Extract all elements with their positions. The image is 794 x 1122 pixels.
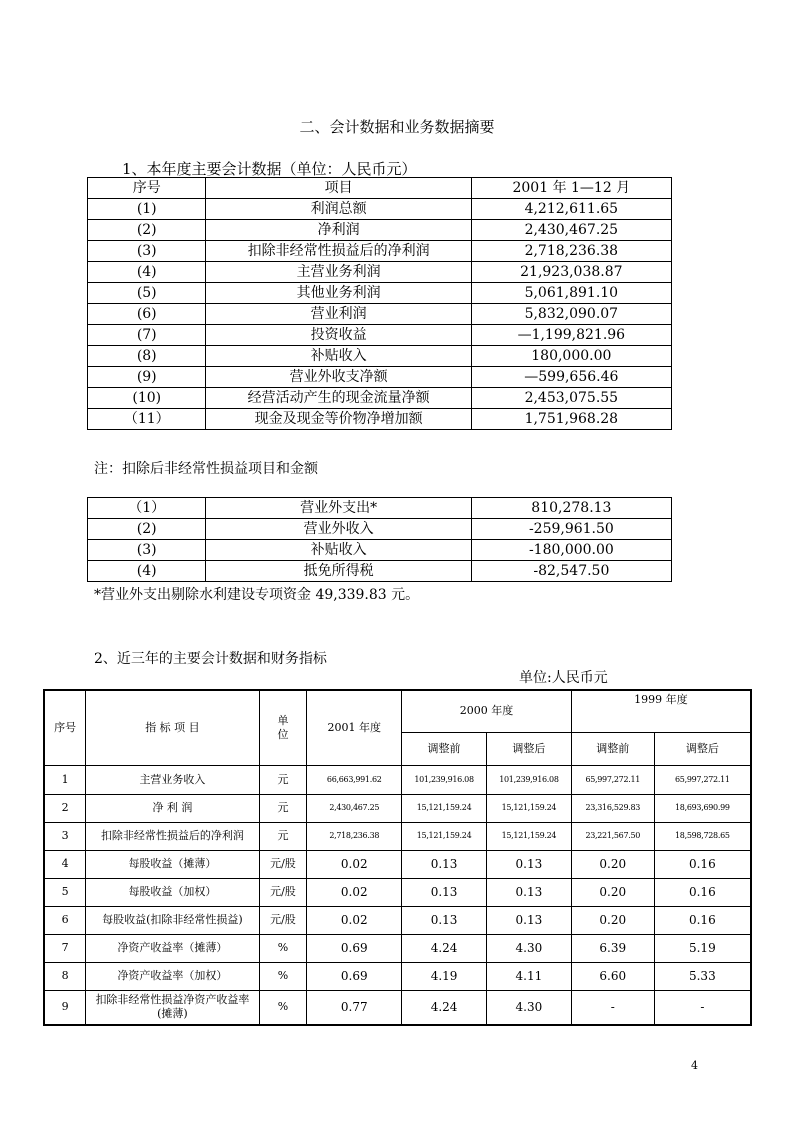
table-row <box>44 990 751 1025</box>
row-item: 现金及现金等价物净增加额 <box>206 409 471 430</box>
row-item: 投资收益 <box>206 325 471 346</box>
row-unit: 元 <box>259 794 307 822</box>
table-row <box>88 199 672 220</box>
header-item: 指 标 项 目 <box>86 690 259 765</box>
row-item: 利润总额 <box>206 199 471 220</box>
row-value: 810,278.13 <box>471 498 671 519</box>
row-number: (10) <box>88 388 206 409</box>
row-number: 8 <box>44 962 86 990</box>
row-item: 营业外支出* <box>206 498 471 519</box>
header-2001: 2001 年度 <box>307 690 402 765</box>
table-row <box>44 765 751 794</box>
row-number: （11） <box>88 409 206 430</box>
row-1999-after: 18,598,728.65 <box>654 822 751 850</box>
row-item: 每股收益(扣除非经常性损益) <box>86 906 259 934</box>
row-value: -82,547.50 <box>471 561 671 582</box>
table-row <box>88 325 672 346</box>
row-value: -180,000.00 <box>471 540 671 561</box>
row-2000-before: 4.24 <box>402 934 487 962</box>
row-item: 净利润 <box>206 220 471 241</box>
table-row <box>88 283 672 304</box>
row-1999-after: 0.16 <box>654 878 751 906</box>
row-item: 扣除非经常性损益后的净利润 <box>86 822 259 850</box>
row-1999-before: 0.20 <box>571 878 654 906</box>
header-1999-after: 调整后 <box>654 732 751 765</box>
section-title: 二、会计数据和业务数据摘要 <box>299 118 495 136</box>
row-item: 营业利润 <box>206 304 471 325</box>
row-number: 1 <box>44 765 86 794</box>
row-item: 扣除非经常性损益净资产收益率(摊薄) <box>86 990 259 1025</box>
row-number: (2) <box>88 220 206 241</box>
row-value: —599,656.46 <box>471 367 671 388</box>
row-1999-after: 65,997,272.11 <box>654 765 751 794</box>
row-item: 主营业务利润 <box>206 262 471 283</box>
row-value: 1,751,968.28 <box>471 409 671 430</box>
unit-label: 单位:人民币元 <box>519 670 608 686</box>
note-title: 注：扣除后非经常性损益项目和金额 <box>94 461 318 477</box>
row-unit: 元/股 <box>259 906 307 934</box>
row-number: (2) <box>88 519 206 540</box>
row-number: (9) <box>88 367 206 388</box>
row-unit: 元 <box>259 765 307 794</box>
row-item: 营业外收支净额 <box>206 367 471 388</box>
table-row <box>88 241 672 262</box>
page-number: 4 <box>691 1059 698 1072</box>
row-2000-after: 15,121,159.24 <box>486 822 571 850</box>
row-1999-after: 5.33 <box>654 962 751 990</box>
header-2000-before: 调整前 <box>402 732 487 765</box>
row-value: 21,923,038.87 <box>471 262 671 283</box>
table-row <box>88 346 672 367</box>
row-1999-before: - <box>571 990 654 1025</box>
table-row <box>88 540 672 561</box>
table1-caption: 1、本年度主要会计数据（单位：人民币元） <box>122 160 417 178</box>
header-unit: 单 位 <box>259 690 307 765</box>
row-number: (8) <box>88 346 206 367</box>
row-1999-after: - <box>654 990 751 1025</box>
row-value: 2,430,467.25 <box>471 220 671 241</box>
row-2001: 66,663,991.62 <box>307 765 402 794</box>
row-number: 2 <box>44 794 86 822</box>
table-row <box>88 561 672 582</box>
row-item: 净资产收益率（摊薄） <box>86 934 259 962</box>
row-2000-after: 15,121,159.24 <box>486 794 571 822</box>
row-item: 补贴收入 <box>206 346 471 367</box>
three-year-data-table <box>43 689 752 1026</box>
row-item: 净资产收益率（加权） <box>86 962 259 990</box>
row-item: 补贴收入 <box>206 540 471 561</box>
row-2001: 2,718,236.38 <box>307 822 402 850</box>
row-number: 7 <box>44 934 86 962</box>
row-1999-before: 65,997,272.11 <box>571 765 654 794</box>
row-1999-before: 23,221,567.50 <box>571 822 654 850</box>
row-number: 4 <box>44 850 86 878</box>
row-item: 其他业务利润 <box>206 283 471 304</box>
row-unit: 元 <box>259 822 307 850</box>
header-1999-before: 调整前 <box>571 732 654 765</box>
row-value: —1,199,821.96 <box>471 325 671 346</box>
row-2001: 0.02 <box>307 906 402 934</box>
table-row <box>44 794 751 822</box>
row-value: -259,961.50 <box>471 519 671 540</box>
row-2000-before: 4.24 <box>402 990 487 1025</box>
row-2000-before: 15,121,159.24 <box>402 822 487 850</box>
row-2000-after: 0.13 <box>486 906 571 934</box>
row-2000-before: 0.13 <box>402 850 487 878</box>
row-value: 2,453,075.55 <box>471 388 671 409</box>
row-2000-before: 15,121,159.24 <box>402 794 487 822</box>
row-number: (1) <box>88 199 206 220</box>
row-number: 5 <box>44 878 86 906</box>
header-2000: 2000 年度 <box>402 690 572 732</box>
note-footnote: *营业外支出剔除水利建设专项资金 49,339.83 元。 <box>94 587 420 603</box>
row-2000-before: 4.19 <box>402 962 487 990</box>
row-item: 主营业务收入 <box>86 765 259 794</box>
row-2000-after: 4.30 <box>486 990 571 1025</box>
row-1999-after: 5.19 <box>654 934 751 962</box>
table-row <box>88 498 672 519</box>
row-number: 3 <box>44 822 86 850</box>
row-number: (3) <box>88 241 206 262</box>
header-1999: 1999 年度 <box>571 690 751 732</box>
row-item: 每股收益（加权） <box>86 878 259 906</box>
table-row <box>44 962 751 990</box>
table-row <box>88 367 672 388</box>
row-number: (3) <box>88 540 206 561</box>
row-number: (6) <box>88 304 206 325</box>
header-item: 项目 <box>206 178 471 199</box>
row-unit: % <box>259 990 307 1025</box>
table-row <box>88 304 672 325</box>
row-2000-after: 0.13 <box>486 850 571 878</box>
row-number: (7) <box>88 325 206 346</box>
row-2000-before: 0.13 <box>402 878 487 906</box>
row-2000-after: 0.13 <box>486 878 571 906</box>
header-no: 序号 <box>44 690 86 765</box>
row-1999-before: 0.20 <box>571 906 654 934</box>
row-value: 5,832,090.07 <box>471 304 671 325</box>
row-value: 2,718,236.38 <box>471 241 671 262</box>
row-2000-before: 0.13 <box>402 906 487 934</box>
table-row <box>88 409 672 430</box>
header-period: 2001 年 1—12 月 <box>471 178 671 199</box>
row-value: 180,000.00 <box>471 346 671 367</box>
row-1999-before: 6.39 <box>571 934 654 962</box>
table3-caption: 2、近三年的主要会计数据和财务指标 <box>94 651 327 667</box>
row-number: (5) <box>88 283 206 304</box>
header-no: 序号 <box>88 178 206 199</box>
table-row <box>44 906 751 934</box>
table-header-row <box>88 178 672 199</box>
table-row <box>88 220 672 241</box>
table-row <box>44 934 751 962</box>
row-2001: 0.02 <box>307 878 402 906</box>
row-item: 每股收益（摊薄） <box>86 850 259 878</box>
table-row <box>44 850 751 878</box>
table-row <box>88 388 672 409</box>
row-1999-before: 6.60 <box>571 962 654 990</box>
row-number: (4) <box>88 561 206 582</box>
row-2001: 0.69 <box>307 962 402 990</box>
row-2001: 0.77 <box>307 990 402 1025</box>
row-2000-after: 4.30 <box>486 934 571 962</box>
row-value: 5,061,891.10 <box>471 283 671 304</box>
row-unit: 元/股 <box>259 850 307 878</box>
row-item: 净 利 润 <box>86 794 259 822</box>
row-unit: % <box>259 962 307 990</box>
row-unit: 元/股 <box>259 878 307 906</box>
row-2001: 0.69 <box>307 934 402 962</box>
table-row <box>88 262 672 283</box>
row-2001: 0.02 <box>307 850 402 878</box>
row-number: （1） <box>88 498 206 519</box>
row-item: 抵免所得税 <box>206 561 471 582</box>
row-2000-after: 4.11 <box>486 962 571 990</box>
row-1999-after: 0.16 <box>654 906 751 934</box>
row-1999-before: 0.20 <box>571 850 654 878</box>
non-recurring-items-table <box>87 497 672 582</box>
row-item: 营业外收入 <box>206 519 471 540</box>
row-2000-before: 101,239,916.08 <box>402 765 487 794</box>
row-2001: 2,430,467.25 <box>307 794 402 822</box>
row-item: 经营活动产生的现金流量净额 <box>206 388 471 409</box>
accounting-data-table <box>87 177 672 430</box>
table-row <box>44 822 751 850</box>
row-1999-after: 18,693,690.99 <box>654 794 751 822</box>
row-item: 扣除非经常性损益后的净利润 <box>206 241 471 262</box>
table-row <box>44 878 751 906</box>
row-1999-before: 23,316,529.83 <box>571 794 654 822</box>
row-value: 4,212,611.65 <box>471 199 671 220</box>
table-row <box>88 519 672 540</box>
row-2000-after: 101,239,916.08 <box>486 765 571 794</box>
row-number: 9 <box>44 990 86 1025</box>
row-number: (4) <box>88 262 206 283</box>
header-2000-after: 调整后 <box>486 732 571 765</box>
row-number: 6 <box>44 906 86 934</box>
row-1999-after: 0.16 <box>654 850 751 878</box>
row-unit: % <box>259 934 307 962</box>
